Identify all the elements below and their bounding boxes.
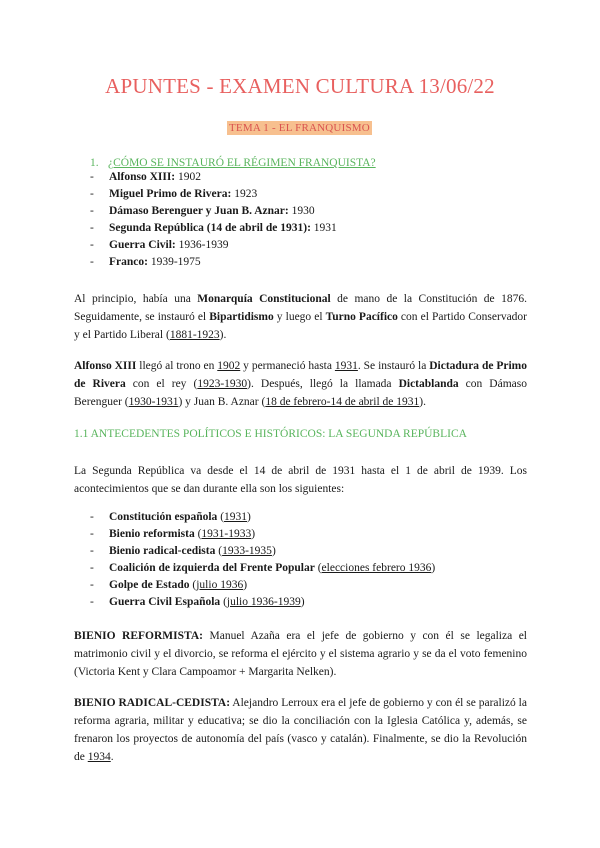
paragraph-bienio-radical: BIENIO RADICAL-CEDISTA: Alejandro Lerroux era el jefe de gobierno y con él se paralizó la reforma agraria, militar y educativa; se dio la conciliación con la Iglesia Católica y, además, se frenaron los proyectos de autonomía del país (vasco y catalán). Finalmente, se dio la Revolución de 1934. — [74, 697, 527, 763]
page-title: APUNTES - EXAMEN CULTURA 13/06/22 — [105, 74, 495, 98]
list-item: - Bienio reformista (1931-1933) — [90, 528, 256, 540]
topic-heading: TEMA 1 - EL FRANQUISMO — [229, 122, 370, 134]
paragraph-monarchy: Al principio, había una Monarquía Constitucional de mano de la Constitución de 1876. Seguidamente, se instauró el Bipartidismo y luego el Turno Pacífico con el Partido Conservador y el Partido Liberal (1881-1923). — [74, 293, 528, 341]
list-item: - Dámaso Berenguer y Juan B. Aznar: 1930 — [90, 205, 315, 217]
section-heading: 1.1 ANTECEDENTES POLÍTICOS E HISTÓRICOS: LA SEGUNDA REPÚBLICA — [74, 428, 467, 440]
paragraph-republic: La Segunda República va desde el 14 de abril de 1931 hasta el 1 de abril de 1939. Los acontecimientos que se dan durante ella son los siguientes: — [74, 465, 527, 495]
list-item: - Coalición de izquierda del Frente Popular (elecciones febrero 1936) — [90, 562, 436, 574]
list-item: - Franco: 1939-1975 — [90, 256, 201, 268]
list-item: - Miguel Primo de Rivera: 1923 — [90, 188, 258, 200]
question-heading — [90, 157, 376, 169]
list-item: - Segunda República (14 de abril de 1931): 1931 — [90, 222, 337, 234]
question-text: ¿CÓMO SE INSTAURÓ EL RÉGIMEN FRANQUISTA? — [108, 157, 376, 169]
list-item: - Alfonso XIII: 1902 — [90, 171, 202, 183]
paragraph-bienio-reformista: BIENIO REFORMISTA: Manuel Azaña era el jefe de gobierno y con él se legaliza el matrimonio civil y el divorcio, se reforma el ejército y el sistema agrario y se da el voto femenino (Victoria Kent y Clara Campoamor + Margarita Nelken). — [74, 630, 528, 678]
list-item: - Guerra Civil: 1936-1939 — [90, 239, 229, 251]
list-item: - Guerra Civil Española (julio 1936-1939) — [90, 596, 305, 608]
question-number: 1. — [90, 157, 99, 169]
list-item: - Golpe de Estado (julio 1936) — [90, 579, 248, 591]
events-list — [90, 509, 435, 611]
rulers-list — [90, 169, 337, 271]
list-item: - Bienio radical-cedista (1933-1935) — [90, 545, 276, 557]
paragraph-alfonso: Alfonso XIII llegó al trono en 1902 y permaneció hasta 1931. Se instauró la Dictadura de Primo de Rivera con el rey (1923-1930). Después, llegó la llamada Dictablanda con Dámaso Berenguer (1930-1931) y Juan B. Aznar (18 de febrero-14 de abril de 1931). — [74, 360, 528, 408]
list-item: - Constitución española (1931) — [90, 511, 251, 523]
